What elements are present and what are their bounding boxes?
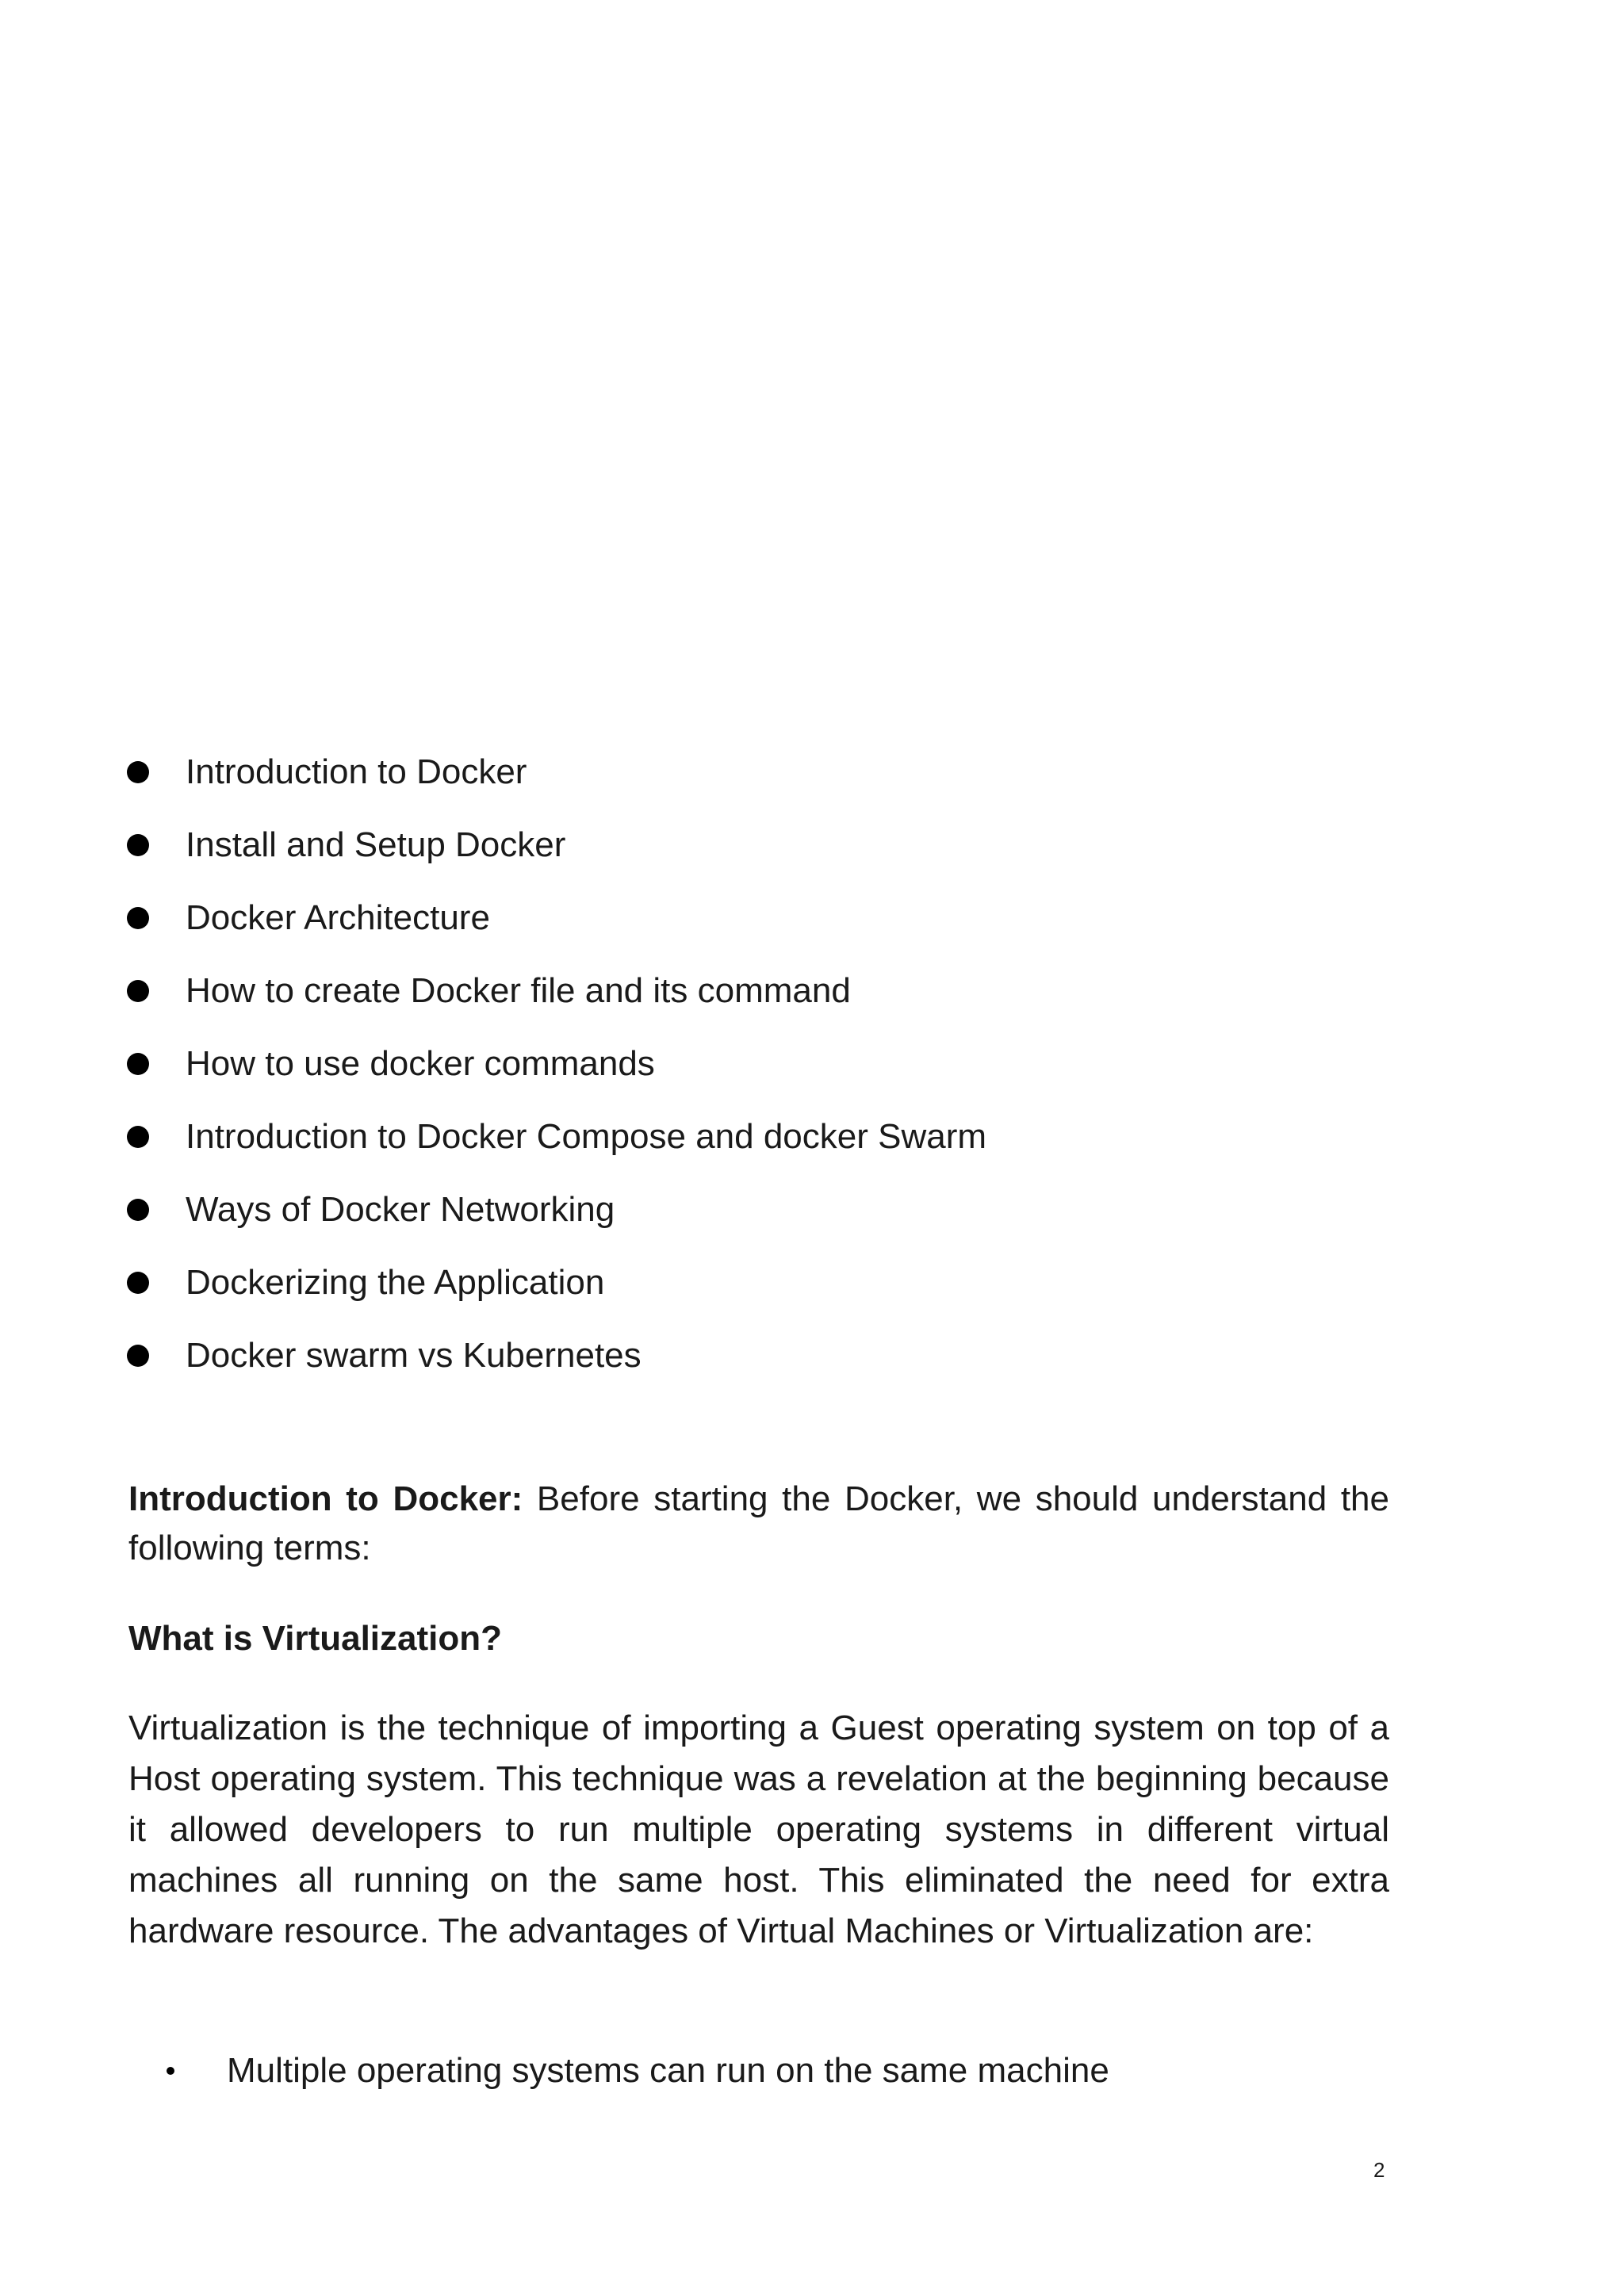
- topic-label: Install and Setup Docker: [186, 825, 566, 864]
- topic-label: How to use docker commands: [186, 1044, 655, 1083]
- list-item: [127, 1319, 1396, 1392]
- list-item: [127, 955, 1396, 1027]
- page-number: 2: [1373, 2158, 1385, 2182]
- bullet-icon: [127, 834, 149, 856]
- topic-label: How to create Docker file and its command: [186, 971, 851, 1010]
- topic-label: Docker Architecture: [186, 898, 490, 937]
- bullet-icon: [167, 2067, 174, 2075]
- advantages-list: [167, 2045, 1109, 2096]
- list-item: [127, 809, 1396, 882]
- list-item: [127, 1173, 1396, 1246]
- bullet-icon: [127, 761, 149, 783]
- topic-label: Ways of Docker Networking: [186, 1190, 615, 1229]
- bullet-icon: [127, 1126, 149, 1148]
- topic-label: Dockerizing the Application: [186, 1263, 605, 1302]
- list-item: [127, 1246, 1396, 1319]
- bullet-icon: [127, 980, 149, 1002]
- topic-label: Introduction to Docker Compose and docker Swarm: [186, 1117, 987, 1156]
- section-heading: What is Virtualization?: [128, 1619, 503, 1658]
- list-item: [127, 1100, 1396, 1173]
- intro-paragraph: [128, 1475, 1389, 1573]
- list-item: [127, 736, 1396, 809]
- list-item: [127, 1027, 1396, 1100]
- list-item: [127, 882, 1396, 955]
- bullet-icon: [127, 1053, 149, 1075]
- list-item: [167, 2045, 1109, 2096]
- topic-list: [127, 736, 1396, 1392]
- bullet-icon: [127, 1272, 149, 1294]
- intro-lead: Introduction to Docker:: [128, 1479, 523, 1518]
- advantage-label: Multiple operating systems can run on the same machine: [227, 2051, 1109, 2090]
- intro-text: Before starting the Docker, we should understand the following terms:: [128, 1479, 1389, 1567]
- topic-label: Docker swarm vs Kubernetes: [186, 1336, 642, 1375]
- bullet-icon: [127, 1199, 149, 1221]
- bullet-icon: [127, 1345, 149, 1367]
- virtualization-paragraph: Virtualization is the technique of importing a Guest operating system on top of a Host operating system. This technique was a revelation at the beginning because it allowed developers to run multiple operating systems in different virtual machines all running on the same host. This eliminated the need for extra hardware resource. The advantages of Virtual Machines or Virtualization are:: [128, 1709, 1389, 1950]
- bullet-icon: [127, 907, 149, 929]
- topic-label: Introduction to Docker: [186, 752, 527, 791]
